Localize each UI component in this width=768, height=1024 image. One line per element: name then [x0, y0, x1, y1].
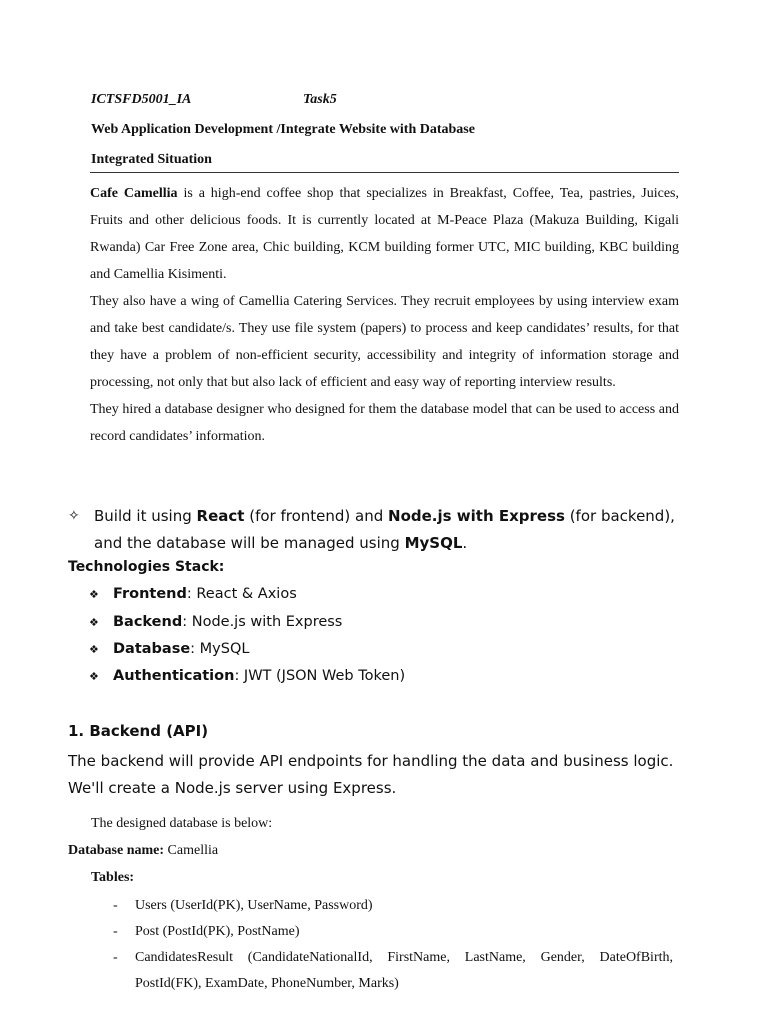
table-item-candidates-result: - CandidatesResult (CandidateNationalId, FirstName, LastName, Gender, DateOfBirth, PostId(FK), ExamDate, PhoneNumber, Marks): [113, 945, 673, 997]
document-title: Web Application Development /Integrate Website with Database: [91, 122, 475, 137]
heading-underline: [90, 172, 679, 173]
stack-item-database: ❖ Database: MySQL: [89, 641, 250, 657]
situation-text: [90, 180, 679, 450]
stack-item-authentication: ❖ Authentication: JWT (JSON Web Token): [89, 668, 406, 684]
diamond-bullet-icon: ❖: [89, 670, 99, 683]
cafe-name: Cafe Camellia: [90, 186, 178, 201]
tech-stack-heading: Technologies Stack:: [68, 559, 225, 575]
diamond-bullet-icon: ❖: [89, 643, 99, 656]
dash-bullet: -: [113, 898, 118, 913]
table-item-users: - Users (UserId(PK), UserName, Password): [113, 893, 673, 919]
table-item-post: - Post (PostId(PK), PostName): [113, 919, 673, 945]
dash-bullet: -: [113, 950, 118, 965]
tables-heading: Tables:: [91, 870, 135, 885]
dash-bullet: -: [113, 924, 118, 939]
backend-heading: 1. Backend (API): [68, 722, 209, 740]
stack-item-frontend: ❖ Frontend: React & Axios: [89, 586, 297, 602]
database-intro: The designed database is below:: [91, 816, 273, 831]
paragraph-cafe-intro: Cafe Camellia is a high-end coffee shop that specializes in Breakfast, Coffee, Tea, pastries, Juices, Fruits and other delicious foods. It is currently located at M-Peace Plaza (Makuza Building, Kigali Rwanda) Car Free Zone area, Chic building, KCM building former UTC, MIC building, KBC building and Camellia Kisimenti.: [90, 186, 679, 282]
diamond-bullet-icon: ❖: [89, 588, 99, 601]
diamond-bullet-icon: ❖: [89, 616, 99, 629]
database-name: Database name: Camellia: [68, 843, 219, 858]
backend-description: The backend will provide API endpoints for handling the data and business logic. We'll create a Node.js server using Express.: [68, 752, 674, 797]
paragraph-recruitment: They also have a wing of Camellia Catering Services. They recruit employees by using interview exam and take best candidate/s. They use file system (papers) to process and keep candidates’ results, for that they have a problem of non-efficient security, accessibility and integrity of information storage and processing, not only that but also lack of efficient and easy way of reporting interview results.: [90, 294, 679, 390]
diamond-bullet-icon: ✧: [68, 508, 80, 524]
document-code: ICTSFD5001_IA: [91, 92, 192, 107]
section-heading-situation: Integrated Situation: [91, 152, 212, 167]
build-instruction: ✧ Build it using React (for frontend) and Node.js with Express (for backend), and the database will be managed using MySQL.: [68, 503, 688, 557]
task-label: Task5: [303, 92, 337, 107]
paragraph-database-designer: They hired a database designer who designed for them the database model that can be used to access and record candidates’ information.: [90, 402, 679, 444]
stack-item-backend: ❖ Backend: Node.js with Express: [89, 614, 343, 630]
